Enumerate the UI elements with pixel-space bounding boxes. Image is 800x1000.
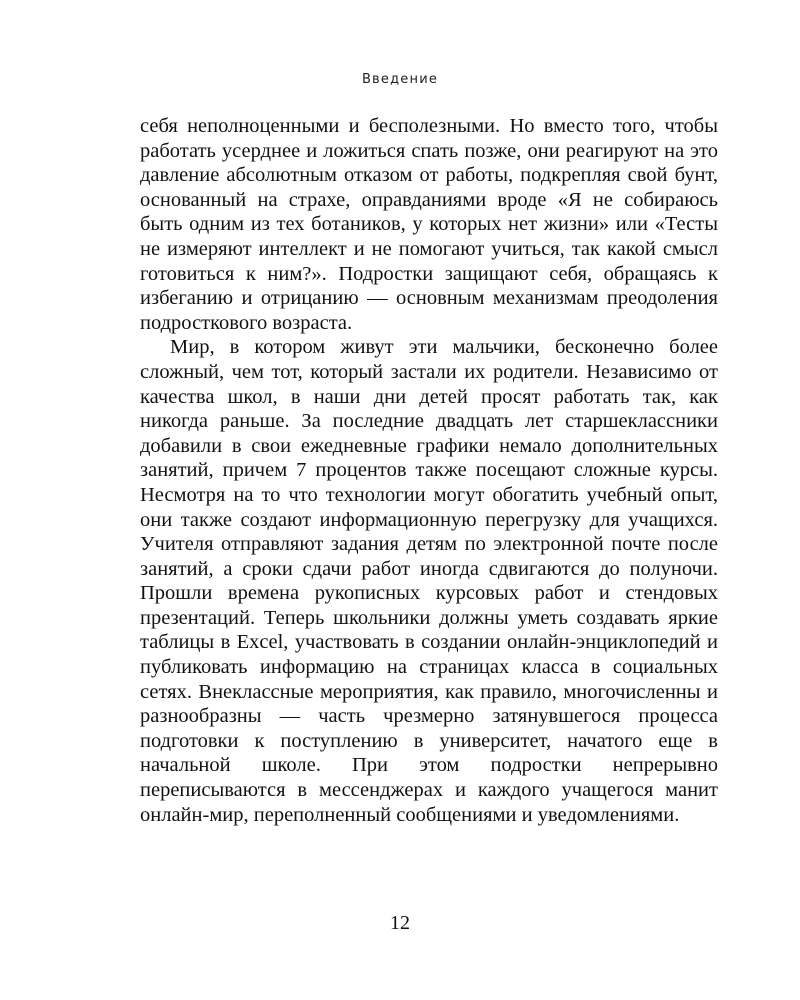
running-header: Введение bbox=[361, 72, 439, 87]
body-text bbox=[140, 114, 718, 827]
paragraph-continued: себя неполноценными и бесполезными. Но вместо того, чтобы работать усерднее и ложиться спать позже, они реагируют на это давление абсолютным отказом от работы, подкрепляя свой бунт, основанный на страхе, оправданиями вроде «Я не собираюсь быть одним из тех ботаников, у которых нет жизни» или «Тесты не измеряют интеллект и не помогают учиться, так какой смысл готовиться к ним?». Подростки защищают себя, обращаясь к избеганию и отрицанию — основным механизмам преодоления подросткового возраста. bbox=[140, 115, 718, 334]
page-number: 12 bbox=[390, 912, 410, 934]
paragraph: Мир, в котором живут эти мальчики, бесконечно более сложный, чем тот, который застали их родители. Независимо от качества школ, в наши дни детей просят работать так, как никогда раньше. За последние двадцать лет старшеклассники добавили в свои ежедневные графики немало дополнительных занятий, причем 7 процентов также посещают сложные курсы. Несмотря на то что технологии могут обогатить учебный опыт, они также создают информационную перегрузку для учащихся. Учителя отправляют задания детям по электронной почте после занятий, а сроки сдачи работ иногда сдвигаются до полуночи. Прошли времена рукописных курсовых работ и стендовых презентаций. Теперь школьники должны уметь создавать яркие таблицы в Excel, участвовать в создании онлайн-энциклопедий и публиковать информацию на страницах класса в социальных сетях. Внеклассные мероприятия, как правило, многочисленны и разнообразны — часть чрезмерно затянувшегося процесса подготовки к поступлению в университет, начатого еще в начальной школе. При этом подростки непрерывно переписываются в мессенджерах и каждого учащегося манит онлайн-мир, переполненный сообщениями и уведомлениями. bbox=[140, 336, 718, 826]
